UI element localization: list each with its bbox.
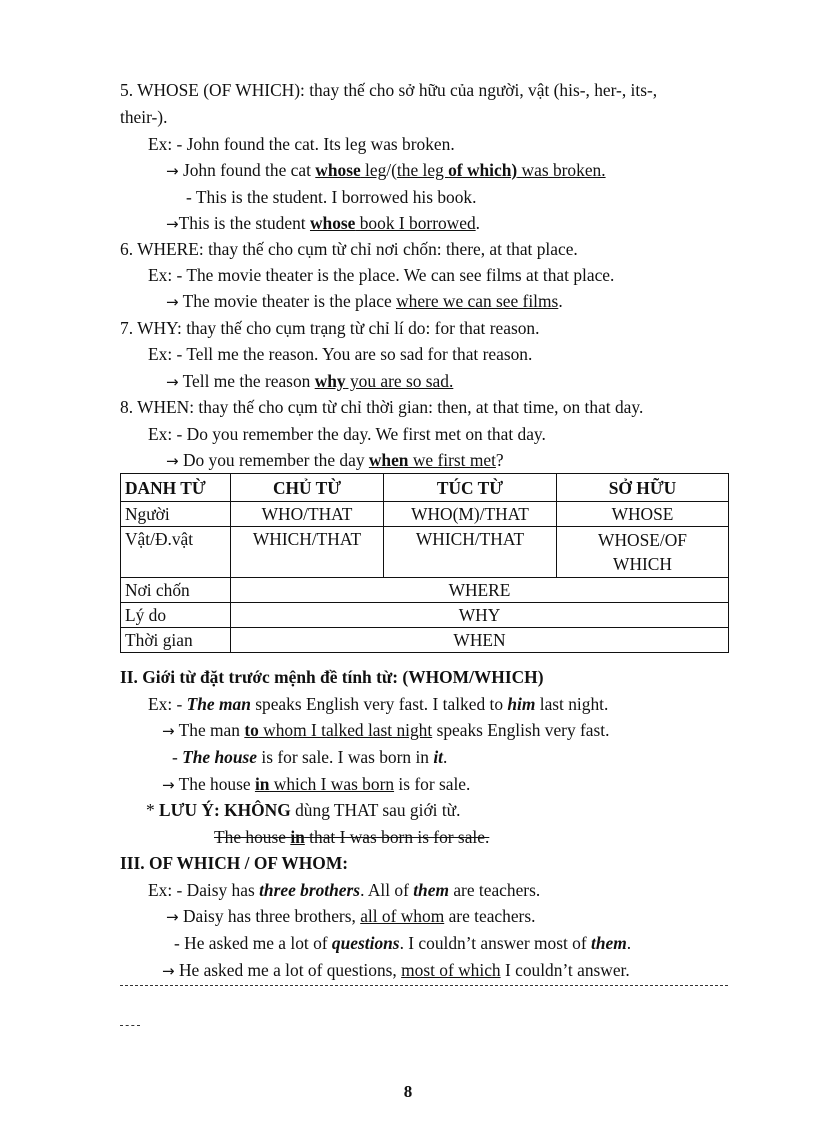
section8-title: 8. WHEN: thay thế cho cụm từ chỉ thời gian: then, at that time, on that day. bbox=[120, 397, 644, 417]
table-cell: Người bbox=[121, 502, 231, 527]
table-cell: WHO/THAT bbox=[231, 502, 384, 527]
table-header-row bbox=[121, 474, 729, 502]
section8-answer-1: → Do you remember the day when we first met? bbox=[166, 450, 504, 470]
section2-example-2: - The house is for sale. I was born in it. bbox=[172, 747, 448, 767]
section3-answer-1: → Daisy has three brothers, all of whom are teachers. bbox=[166, 906, 536, 926]
table-cell: Lý do bbox=[121, 603, 231, 628]
section5-example-1: Ex: - John found the cat. Its leg was broken. bbox=[148, 134, 455, 154]
table-cell: WHERE bbox=[231, 578, 729, 603]
relative-pronoun-table bbox=[120, 473, 729, 653]
section3-heading: III. OF WHICH / OF WHOM: bbox=[120, 853, 349, 873]
section2-wrong-example: The house in that I was born is for sale. bbox=[214, 827, 490, 847]
table-header: TÚC TỪ bbox=[384, 474, 557, 502]
arrow-icon: → bbox=[162, 776, 175, 794]
table-header: CHỦ TỪ bbox=[231, 474, 384, 502]
arrow-icon: → bbox=[166, 215, 179, 233]
table-header: SỞ HỮU bbox=[557, 474, 729, 502]
section5-answer-2: →This is the student whose book I borrowed. bbox=[166, 213, 481, 233]
table-cell: Vật/Đ.vật bbox=[121, 527, 231, 578]
section5-answer-1: → John found the cat whose leg/(the leg of which) was broken. bbox=[166, 160, 606, 180]
section7-example-1: Ex: - Tell me the reason. You are so sad for that reason. bbox=[148, 344, 533, 364]
table-cell: WHOSE/OF WHICH bbox=[557, 527, 729, 578]
section6-example-1: Ex: - The movie theater is the place. We can see films at that place. bbox=[148, 265, 615, 285]
table-row bbox=[121, 527, 729, 578]
table-header: DANH TỪ bbox=[121, 474, 231, 502]
section3-example-2: - He asked me a lot of questions. I couldn’t answer most of them. bbox=[174, 933, 632, 953]
table-cell: WHOSE bbox=[557, 502, 729, 527]
arrow-icon: → bbox=[166, 373, 179, 391]
section6-title: 6. WHERE: thay thế cho cụm từ chỉ nơi chốn: there, at that place. bbox=[120, 239, 578, 259]
dashed-divider-tail bbox=[120, 1025, 140, 1026]
arrow-icon: → bbox=[166, 908, 179, 926]
table-cell: Nơi chốn bbox=[121, 578, 231, 603]
table-cell: WHICH/THAT bbox=[231, 527, 384, 578]
section5-title: 5. WHOSE (OF WHICH): thay thế cho sở hữu của người, vật (his-, her-, its-, bbox=[120, 80, 658, 100]
page-number: 8 bbox=[403, 1082, 413, 1101]
section7-title: 7. WHY: thay thế cho cụm trạng từ chỉ lí do: for that reason. bbox=[120, 318, 540, 338]
section2-answer-2: → The house in which I was born is for sale. bbox=[162, 774, 471, 794]
table-cell: WHEN bbox=[231, 628, 729, 653]
dashed-divider bbox=[120, 985, 728, 986]
arrow-icon: → bbox=[162, 722, 175, 740]
section2-example-1: Ex: - The man speaks English very fast. I talked to him last night. bbox=[148, 694, 609, 714]
section7-answer-1: → Tell me the reason why you are so sad. bbox=[166, 371, 454, 391]
section3-example-1: Ex: - Daisy has three brothers. All of them are teachers. bbox=[148, 880, 541, 900]
arrow-icon: → bbox=[166, 452, 179, 470]
section2-heading: II. Giới từ đặt trước mệnh đề tính từ: (WHOM/WHICH) bbox=[120, 667, 544, 687]
table-row bbox=[121, 603, 729, 628]
table-row bbox=[121, 578, 729, 603]
section5-example-2: - This is the student. I borrowed his book. bbox=[186, 187, 477, 207]
table-cell: Thời gian bbox=[121, 628, 231, 653]
section2-answer-1: → The man to whom I talked last night speaks English very fast. bbox=[162, 720, 610, 740]
section6-answer-1: → The movie theater is the place where we can see films. bbox=[166, 291, 563, 311]
section5-title-cont: their-). bbox=[120, 107, 168, 127]
table-cell: WHO(M)/THAT bbox=[384, 502, 557, 527]
section3-answer-2: → He asked me a lot of questions, most of which I couldn’t answer. bbox=[162, 960, 630, 980]
arrow-icon: → bbox=[166, 162, 179, 180]
arrow-icon: → bbox=[162, 962, 175, 980]
table-cell: WHICH/THAT bbox=[384, 527, 557, 578]
section2-note: * LƯU Ý: KHÔNG dùng THAT sau giới từ. bbox=[146, 800, 461, 820]
table-row bbox=[121, 502, 729, 527]
section8-example-1: Ex: - Do you remember the day. We first met on that day. bbox=[148, 424, 546, 444]
table-cell: WHY bbox=[231, 603, 729, 628]
table-row bbox=[121, 628, 729, 653]
arrow-icon: → bbox=[166, 293, 179, 311]
